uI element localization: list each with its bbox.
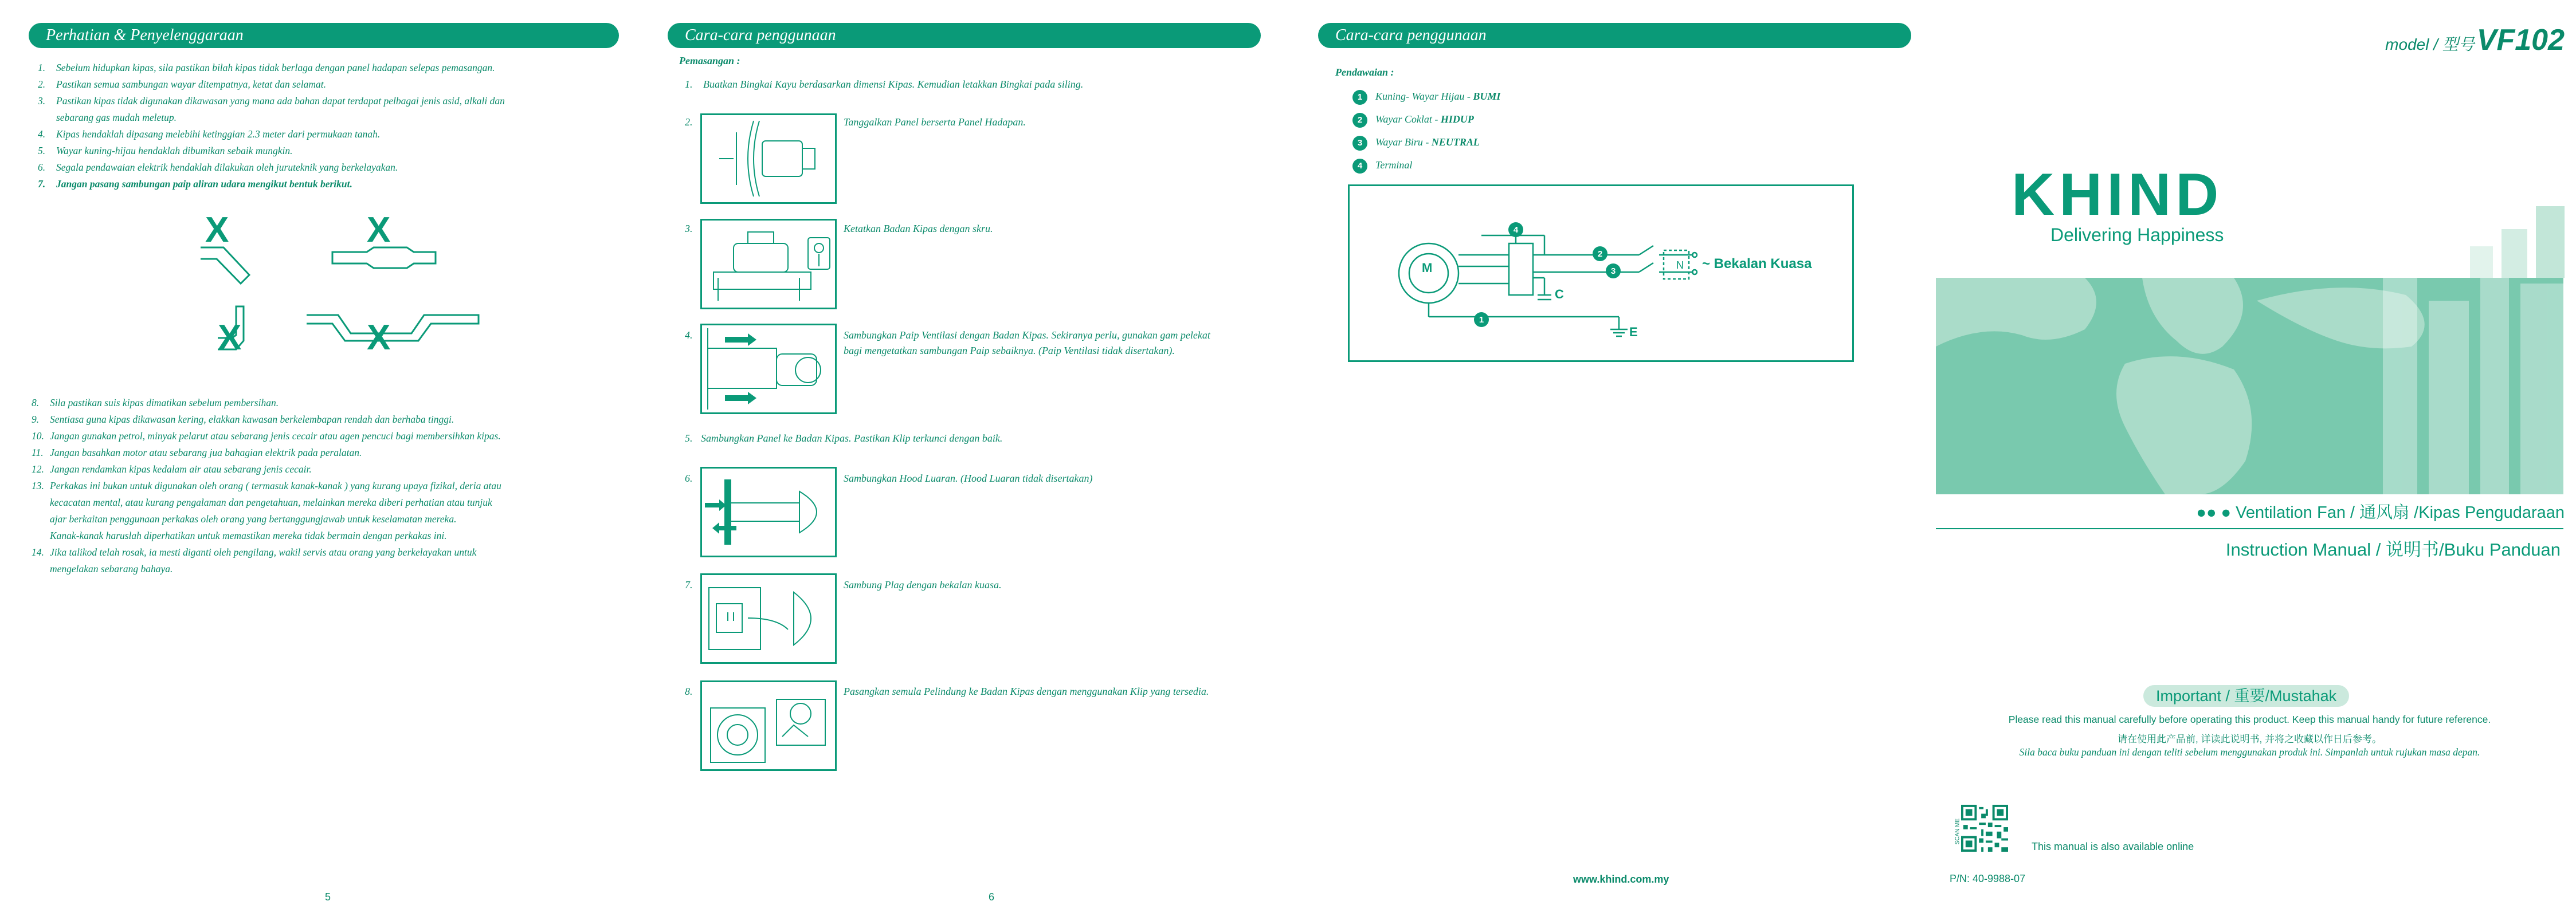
brand-tagline: Delivering Happiness xyxy=(2050,225,2224,245)
step-number-4: 4. xyxy=(685,329,693,341)
item-number: 1. xyxy=(38,62,46,73)
list-item xyxy=(38,126,611,143)
item-number: 10. xyxy=(32,430,44,442)
list-item xyxy=(32,478,622,494)
number-badge: 1 xyxy=(1352,90,1367,105)
list-item xyxy=(32,411,622,428)
qr-label: SCAN ME xyxy=(1954,818,1961,845)
dots-decoration: ●● ● xyxy=(2196,503,2232,522)
badge-3: 3 xyxy=(1610,266,1616,276)
item-number: 4. xyxy=(38,128,46,140)
list-item xyxy=(38,143,611,159)
item-number: 8. xyxy=(32,397,40,408)
step-4-illustration xyxy=(700,324,837,414)
wire-row-3 xyxy=(1352,133,1480,151)
item-text: Perkakas ini bukan untuk digunakan oleh orang ( termasuk kanak-kanak ) yang kurang upaya fizikal, deria atau xyxy=(50,480,501,491)
caution-list-top xyxy=(38,60,611,192)
model-number: VF102 xyxy=(2476,23,2565,57)
notice-malay: Sila baca buku panduan ini dengan teliti sebelum menggunakan produk ini. Simpanlah untuk rujukan masa depan. xyxy=(2019,746,2480,758)
item-text: kecacatan mental, atau kurang pengalaman dan pengetahuan, melainkan mereka diberi perhatian atau tunjuk xyxy=(50,497,492,508)
notice-english: Please read this manual carefully before operating this product. Keep this manual handy for future reference. xyxy=(2008,714,2491,725)
manual-title: Instruction Manual / 说明书/Buku Panduan xyxy=(2225,540,2561,560)
list-item xyxy=(32,544,622,561)
item-number: 2. xyxy=(38,78,46,90)
list-item xyxy=(32,395,622,411)
page5-header: Perhatian & Penyelenggaraan xyxy=(29,23,619,48)
wire-function: NEUTRAL xyxy=(1431,136,1480,148)
online-availability: This manual is also available online xyxy=(2032,841,2194,852)
number-badge: 4 xyxy=(1352,159,1367,174)
step-number-7: 7. xyxy=(685,579,693,591)
number-badge: 2 xyxy=(1352,113,1367,128)
step-7-text: Sambung Plag dengan bekalan kuasa. xyxy=(844,579,1002,591)
x-mark: X xyxy=(367,318,391,357)
list-item xyxy=(32,494,622,511)
neutral-label: N xyxy=(1676,259,1684,271)
narrowed-pipe-shape xyxy=(332,247,436,268)
decor-bars xyxy=(2470,206,2565,278)
list-item xyxy=(32,428,622,444)
list-item xyxy=(38,60,611,76)
wire-text: Wayar Biru - xyxy=(1375,136,1432,148)
part-number: P/N: 40-9988-07 xyxy=(1950,873,2026,884)
qr-code[interactable] xyxy=(1950,805,2007,852)
wire-function: HIDUP xyxy=(1440,113,1474,125)
x-mark: X xyxy=(218,318,242,357)
item-text: Pastikan semua sambungan wayar ditempatnya, ketat dan selamat. xyxy=(56,78,326,90)
x-mark: X xyxy=(367,212,391,250)
step-number: 5. xyxy=(685,432,693,444)
important-badge: Important / 重要/Mustahak xyxy=(2143,685,2349,707)
step-8-illustration xyxy=(700,680,837,771)
page-number: 5 xyxy=(325,891,331,903)
page-number: 6 xyxy=(989,891,995,903)
list-item xyxy=(32,511,622,528)
wire-text: Wayar Coklat - xyxy=(1375,113,1441,125)
model-label: model / 型号 xyxy=(2385,36,2475,53)
item-text: Sentiasa guna kipas dikawasan kering, elakkan kawasan berkelembapan rendah dan berhaba tinggi. xyxy=(50,414,454,425)
step-text: Sambungkan Panel ke Badan Kipas. Pastikan Klip terkunci dengan baik. xyxy=(701,432,1003,444)
item-text: Jangan rendamkan kipas kedalam air atau sebarang jenis cecair. xyxy=(50,463,312,475)
list-item xyxy=(38,109,611,126)
item-text: Wayar kuning-hijau hendaklah dibumikan sebaik mungkin. xyxy=(56,145,293,156)
step-6-illustration xyxy=(700,467,837,557)
earth-label: E xyxy=(1629,325,1638,339)
capacitor-label: C xyxy=(1555,287,1564,301)
wire-row-4 xyxy=(1352,156,1412,174)
item-text: Kipas hendaklah dipasang melebihi ketinggian 2.3 meter dari permukaan tanah. xyxy=(56,128,381,140)
item-number: 3. xyxy=(38,95,46,107)
list-item xyxy=(32,444,622,461)
model-block xyxy=(2367,23,2565,57)
website-link[interactable]: www.khind.com.my xyxy=(1573,873,1669,885)
bent-pipe-shape xyxy=(201,247,249,284)
item-number: 14. xyxy=(32,546,44,558)
item-text: Kanak-kanak haruslah diperhatikan untuk memastikan mereka tidak bermain dengan perkakas ini. xyxy=(50,530,447,541)
wiring-subtitle: Pendawaian : xyxy=(1335,66,1394,78)
step-text: Buatkan Bingkai Kayu berdasarkan dimensi Kipas. Kemudian letakkan Bingkai pada siling. xyxy=(703,78,1084,90)
page6-header: Cara-cara penggunaan xyxy=(668,23,1261,48)
caution-list-bottom xyxy=(32,395,622,577)
number-badge: 3 xyxy=(1352,136,1367,151)
item-number: 5. xyxy=(38,145,46,156)
badge-4: 4 xyxy=(1513,225,1519,235)
power-supply-label: ~ Bekalan Kuasa xyxy=(1702,256,1812,271)
item-text: mengelakan sebarang bahaya. xyxy=(50,563,173,574)
item-number: 7. xyxy=(38,178,46,190)
brand-logo: KHIND xyxy=(2012,162,2224,228)
step-number: 1. xyxy=(685,78,693,90)
wire-text: Kuning- Wayar Hijau - xyxy=(1375,90,1473,102)
step-number-6: 6. xyxy=(685,473,693,484)
item-number: 12. xyxy=(32,463,44,475)
item-text: sebarang gas mudah meletup. xyxy=(56,112,177,123)
list-item xyxy=(32,461,622,478)
item-text: Jangan basahkan motor atau sebarang jua bahagian elektrik pada peralatan. xyxy=(50,447,362,458)
item-number: 13. xyxy=(32,480,44,491)
installation-subtitle: Pemasangan : xyxy=(679,55,740,66)
step-2-text: Tanggalkan Panel berserta Panel Hadapan. xyxy=(844,116,1026,128)
step-4-text: Sambungkan Paip Ventilasi dengan Badan Kipas. Sekiranya perlu, gunakan gam pelekat bagi mengetatkan sambungan Paip sebaiknya. (Paip Ventilasi tidak disertakan). xyxy=(844,329,1210,356)
divider-line xyxy=(1936,528,2563,529)
list-item xyxy=(38,159,611,176)
step-number-2: 2. xyxy=(685,116,693,128)
item-number: 6. xyxy=(38,162,46,173)
list-item xyxy=(32,561,622,577)
step-number-3: 3. xyxy=(685,223,693,234)
item-text: Jika talikod telah rosak, ia mesti diganti oleh pengilang, wakil servis atau orang yang berkelayakan untuk xyxy=(50,546,477,558)
step-6-text: Sambungkan Hood Luaran. (Hood Luaran tidak disertakan) xyxy=(844,473,1093,484)
item-number: 9. xyxy=(32,414,40,425)
step-2-illustration xyxy=(700,113,837,204)
list-item xyxy=(38,93,611,109)
item-text: Sebelum hidupkan kipas, sila pastikan bilah kipas tidak berlaga dengan panel hadapan selepas pemasangan. xyxy=(56,62,495,73)
pipe-shapes-illustration xyxy=(195,212,493,378)
wire-text: Terminal xyxy=(1375,159,1413,171)
world-map-banner xyxy=(1936,278,2563,494)
wire-function: BUMI xyxy=(1473,90,1501,102)
notice-chinese: 请在使用此产品前, 详读此说明书, 并将之收藏以作日后参考。 xyxy=(2118,734,2382,745)
step-1 xyxy=(685,77,1219,92)
u-bend-pipe-shape xyxy=(307,315,479,341)
list-item xyxy=(38,176,611,192)
list-item xyxy=(38,76,611,93)
badge-1: 1 xyxy=(1479,315,1484,325)
item-text: Segala pendawaian elektrik hendaklah dilakukan oleh juruteknik yang berkelayakan. xyxy=(56,162,398,173)
step-5 xyxy=(685,431,1217,446)
step-8-text: Pasangkan semula Pelindung ke Badan Kipas dengan menggunakan Klip yang tersedia. xyxy=(844,686,1209,697)
diagram-badges xyxy=(1474,222,1621,327)
wiring-diagram xyxy=(1348,184,1854,362)
product-name: Ventilation Fan / 通风扇 /Kipas Pengudaraan xyxy=(2236,503,2565,522)
badge-2: 2 xyxy=(1597,249,1603,259)
step-7-illustration xyxy=(700,573,837,664)
item-number: 11. xyxy=(32,447,44,458)
item-text: Jangan gunakan petrol, minyak pelarut atau sebarang jenis cecair atau agen pencuci bagi membersihkan kipas. xyxy=(50,430,501,442)
item-text: Jangan pasang sambungan paip aliran udara mengikut bentuk berikut. xyxy=(56,178,352,190)
step-number-8: 8. xyxy=(685,686,693,697)
item-text: Pastikan kipas tidak digunakan dikawasan yang mana ada bahan dapat terdapat pelbagai jenis asid, alkali dan xyxy=(56,95,505,107)
x-mark: X xyxy=(205,212,229,250)
wire-row-2 xyxy=(1352,111,1474,128)
motor-label: M xyxy=(1422,261,1433,275)
wire-row-1 xyxy=(1352,88,1500,105)
page7-header: Cara-cara penggunaan xyxy=(1318,23,1911,48)
step-3-illustration xyxy=(700,219,837,309)
list-item xyxy=(32,528,622,544)
product-line xyxy=(1936,499,2565,523)
item-text: Sila pastikan suis kipas dimatikan sebelum pembersihan. xyxy=(50,397,279,408)
item-text: ajar berkaitan penggunaan perkakas oleh orang yang bertanggungjawab untuk keselamatan mereka. xyxy=(50,513,457,525)
step-3-text: Ketatkan Badan Kipas dengan skru. xyxy=(844,223,993,234)
